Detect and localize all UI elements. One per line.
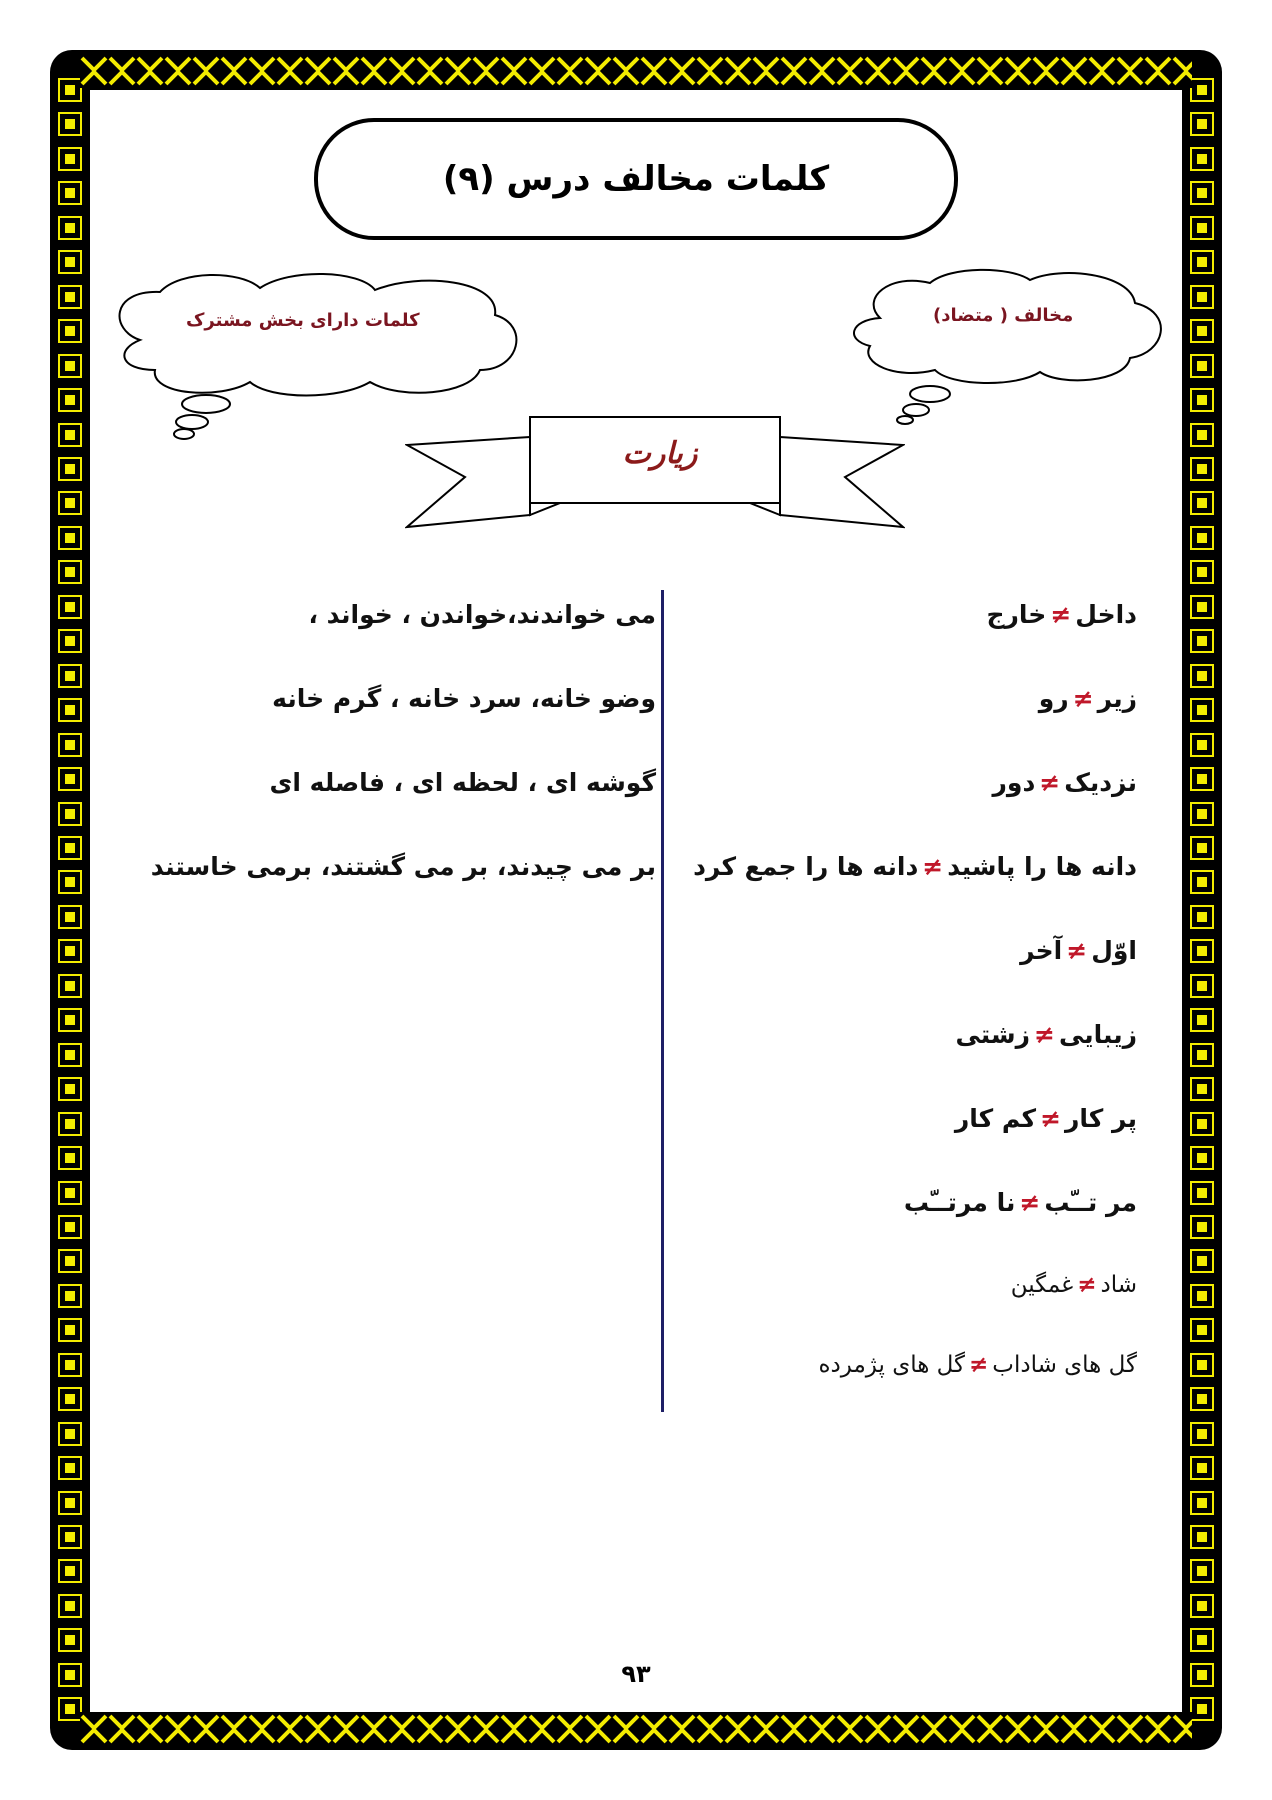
border-square [60, 1458, 80, 1478]
opposite-word: غمگین [1010, 1272, 1074, 1298]
border-square [1192, 1114, 1212, 1134]
border-square [1192, 459, 1212, 479]
border-square [1192, 769, 1212, 789]
border-square [60, 700, 80, 720]
opposite-word: دانه ها را جمع کرد [693, 852, 919, 881]
opposite-row [577, 1188, 1137, 1272]
border-square [1192, 976, 1212, 996]
border-square [60, 1355, 80, 1375]
border-square [60, 804, 80, 824]
word: گل های شاداب [992, 1352, 1137, 1378]
opposite-row [577, 1272, 1137, 1352]
not-equal-icon: ≠ [1019, 1188, 1041, 1217]
lesson-name: زیارت [622, 436, 698, 471]
border-square [1192, 252, 1212, 272]
border-square [60, 287, 80, 307]
border-square [60, 390, 80, 410]
not-equal-icon: ≠ [1039, 768, 1061, 797]
border-square [1192, 597, 1212, 617]
border-square [1192, 735, 1212, 755]
word: اوّل [1091, 936, 1137, 965]
border-square [60, 666, 80, 686]
border-square [1192, 700, 1212, 720]
border-square [60, 1630, 80, 1650]
border-square [60, 114, 80, 134]
border-square [60, 1010, 80, 1030]
border-square [60, 149, 80, 169]
opposite-word: گل های پژمرده [818, 1352, 966, 1378]
border-square [60, 252, 80, 272]
border-square [60, 528, 80, 548]
border-square [1192, 321, 1212, 341]
border-square [1192, 1699, 1212, 1719]
border-square [60, 1389, 80, 1409]
word: دانه ها را پاشید [947, 852, 1137, 881]
border-square [60, 769, 80, 789]
border-square [60, 1148, 80, 1168]
border-square [60, 1045, 80, 1065]
border-square [60, 976, 80, 996]
ribbon-banner [405, 415, 905, 535]
border-square [60, 1424, 80, 1444]
border-square [1192, 562, 1212, 582]
border-square [1192, 287, 1212, 307]
border-square [1192, 1045, 1212, 1065]
border-square [1192, 1251, 1212, 1271]
opposite-row [577, 600, 1137, 684]
border-square [60, 1183, 80, 1203]
opposite-row [577, 936, 1137, 1020]
word: زیر [1097, 684, 1137, 713]
border-square [60, 597, 80, 617]
border-square [1192, 1389, 1212, 1409]
not-equal-icon: ≠ [1050, 600, 1072, 629]
border-square [1192, 1217, 1212, 1237]
bottom-border-pattern [80, 1712, 1192, 1746]
opposites-list [577, 600, 1137, 1432]
not-equal-icon: ≠ [922, 852, 944, 881]
word: مر تــّب [1044, 1188, 1137, 1217]
border-square [1192, 1286, 1212, 1306]
word: زیبایی [1058, 1020, 1137, 1049]
left-border-pattern [50, 80, 90, 1720]
border-square [1192, 1183, 1212, 1203]
not-equal-icon: ≠ [1033, 1020, 1055, 1049]
border-square [1192, 1527, 1212, 1547]
border-square [1192, 1561, 1212, 1581]
border-square [60, 735, 80, 755]
word: شاد [1100, 1272, 1137, 1298]
left-cloud-label: کلمات دارای بخش مشترک [186, 310, 420, 331]
shared-words-list [136, 600, 656, 936]
border-square [60, 321, 80, 341]
border-square [60, 1665, 80, 1685]
border-square [1192, 907, 1212, 927]
border-square [1192, 1355, 1212, 1375]
border-square [1192, 1493, 1212, 1513]
border-square [1192, 390, 1212, 410]
border-square [60, 218, 80, 238]
opposite-row [577, 1104, 1137, 1188]
border-square [60, 631, 80, 651]
right-cloud-label: مخالف ( متضاد) [933, 305, 1074, 326]
opposite-word: آخر [1020, 936, 1063, 965]
border-square [60, 562, 80, 582]
opposite-word: خارج [986, 600, 1047, 629]
opposite-word: رو [1038, 684, 1069, 713]
border-square [60, 1114, 80, 1134]
shared-words-row: گوشه ای ، لحظه ای ، فاصله ای [269, 768, 656, 797]
opposite-row [577, 1020, 1137, 1104]
border-square [1192, 183, 1212, 203]
border-square [60, 1596, 80, 1616]
shared-words-row: بر می چیدند، بر می گشتند، برمی خاستند [150, 852, 656, 881]
border-square [1192, 149, 1212, 169]
title-box [314, 118, 958, 240]
border-square [60, 425, 80, 445]
border-square [60, 1251, 80, 1271]
opposite-row [577, 684, 1137, 768]
border-square [1192, 356, 1212, 376]
border-square [1192, 631, 1212, 651]
border-square [60, 1320, 80, 1340]
border-square [1192, 114, 1212, 134]
word: داخل [1075, 600, 1137, 629]
border-square [1192, 218, 1212, 238]
top-border-pattern [80, 54, 1192, 88]
border-square [60, 183, 80, 203]
border-square [60, 1217, 80, 1237]
border-square [1192, 1596, 1212, 1616]
border-square [1192, 804, 1212, 824]
border-square [60, 356, 80, 376]
border-square [1192, 425, 1212, 445]
opposite-word: کم کار [954, 1104, 1037, 1133]
border-square [1192, 666, 1212, 686]
border-square [1192, 1630, 1212, 1650]
right-thought-cloud [840, 268, 1170, 428]
border-square [1192, 1148, 1212, 1168]
border-square [60, 459, 80, 479]
border-square [1192, 1665, 1212, 1685]
word: نزدیک [1064, 768, 1137, 797]
word: پر کار [1065, 1104, 1137, 1133]
border-square [1192, 1079, 1212, 1099]
border-square [1192, 80, 1212, 100]
opposite-word: زشتی [955, 1020, 1030, 1049]
opposite-row [577, 1352, 1137, 1432]
not-equal-icon: ≠ [969, 1352, 989, 1378]
border-square [1192, 838, 1212, 858]
page-title: کلمات مخالف درس (۹) [442, 159, 830, 199]
border-square [60, 907, 80, 927]
page-number: ۹۳ [621, 1660, 651, 1688]
border-square [60, 1561, 80, 1581]
border-square [60, 1286, 80, 1306]
border-square [1192, 1320, 1212, 1340]
border-square [60, 1079, 80, 1099]
shared-words-row: وضو خانه، سرد خانه ، گرم خانه [272, 684, 656, 713]
border-square [1192, 528, 1212, 548]
border-square [60, 1527, 80, 1547]
not-equal-icon: ≠ [1077, 1272, 1097, 1298]
shared-words-row: می خواندند،خواندن ، خواند ، [308, 600, 656, 629]
border-square [60, 872, 80, 892]
border-square [1192, 1458, 1212, 1478]
border-square [1192, 1010, 1212, 1030]
opposite-row [577, 768, 1137, 852]
right-border-pattern [1182, 80, 1222, 1720]
opposite-word: نا مرتــّب [903, 1188, 1016, 1217]
opposite-word: دور [992, 768, 1036, 797]
border-square [60, 1493, 80, 1513]
border-square [60, 1699, 80, 1719]
not-equal-icon: ≠ [1072, 684, 1094, 713]
border-square [1192, 872, 1212, 892]
border-square [60, 493, 80, 513]
border-square [1192, 941, 1212, 961]
border-square [1192, 493, 1212, 513]
not-equal-icon: ≠ [1040, 1104, 1062, 1133]
border-square [60, 80, 80, 100]
border-square [1192, 1424, 1212, 1444]
border-square [60, 838, 80, 858]
not-equal-icon: ≠ [1066, 936, 1088, 965]
border-square [60, 941, 80, 961]
opposite-row [577, 852, 1137, 936]
